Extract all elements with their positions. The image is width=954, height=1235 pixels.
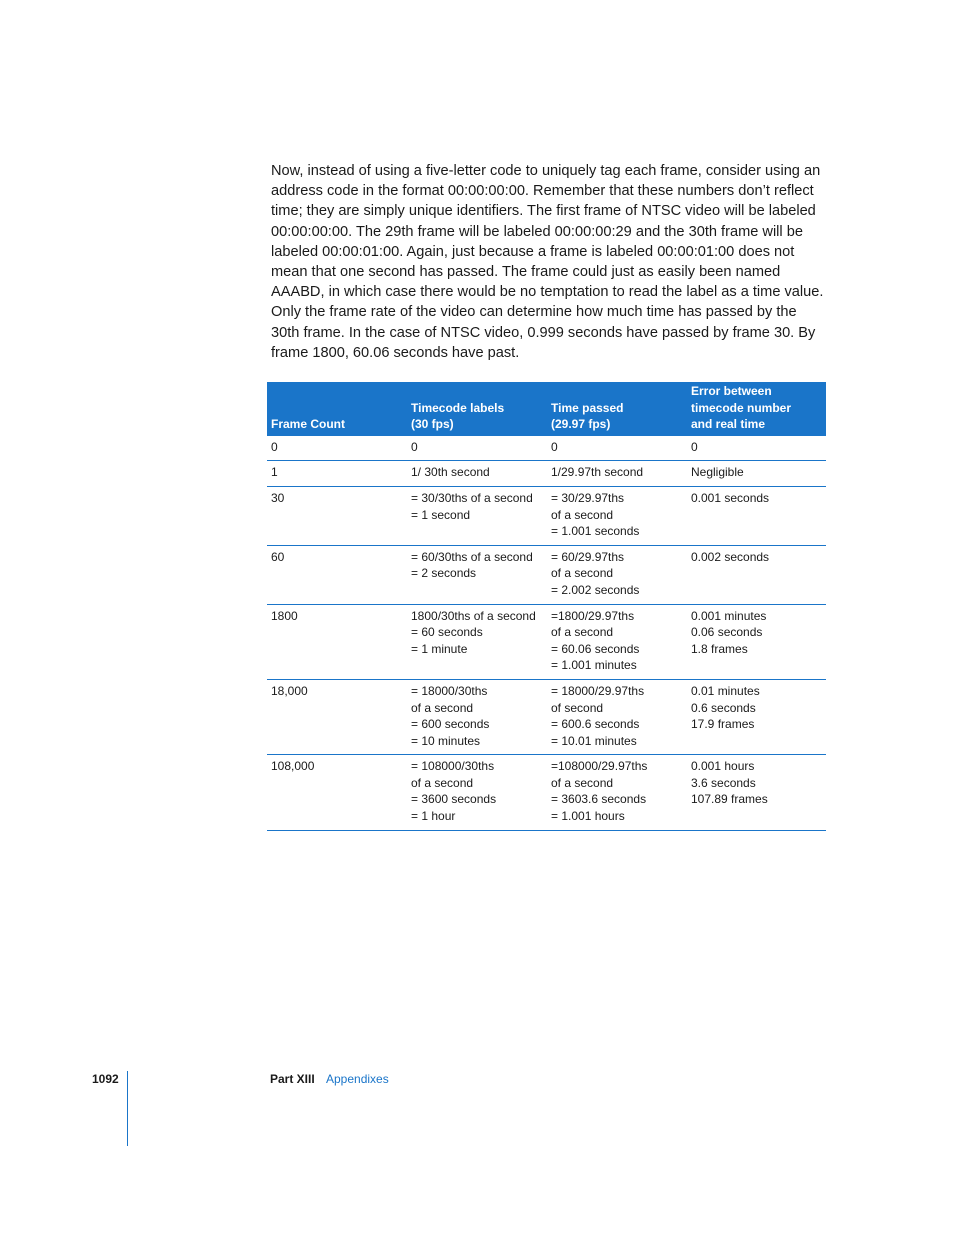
cell-line: = 600.6 seconds: [551, 717, 640, 732]
table-row: [267, 679, 826, 754]
column-header-line: (30 fps): [411, 417, 454, 432]
cell-line: = 2.002 seconds: [551, 582, 640, 597]
page-number: 1092: [92, 1072, 119, 1086]
table-cell: [687, 461, 826, 487]
cell-line: = 108000/30ths: [411, 759, 495, 774]
table-cell: [407, 545, 547, 604]
column-header-line: timecode number: [691, 400, 792, 415]
footer-section-link[interactable]: Appendixes: [326, 1072, 389, 1086]
table-cell: [267, 679, 407, 754]
column-header: [407, 382, 547, 436]
cell-line: 1/ 30th second: [411, 465, 490, 480]
column-header-line: (29.97 fps): [551, 417, 611, 432]
cell-line: = 60.06 seconds: [551, 641, 640, 656]
cell-line: of second: [551, 700, 604, 715]
footer-rule: [127, 1071, 128, 1146]
cell-line: of a second: [551, 775, 614, 790]
cell-line: 0.001 hours: [691, 759, 755, 774]
body-paragraph: Now, instead of using a five-letter code to uniquely tag each frame, consider using an address code in the format 00:00:00:00. Remember that these numbers don’t reflect time; they are simply unique identifiers. The first frame of NTSC video will be labeled 00:00:00:00. The 29th frame will be labeled 00:00:00:29 and the 30th frame will be labeled 00:00:01:00. Again, just because a frame is labeled 00:00:01:00 does not mean that one second has passed. The frame could just as easily been named AAABD, in which case there would be no temptation to read the label as a time value. Only the frame rate of the video can determine how much time has passed by the 30th frame. In the case of NTSC video, 0.999 seconds have passed by frame 30. By frame 1800, 60.06 seconds have past.: [271, 163, 824, 361]
table-row: [267, 755, 826, 830]
cell-line: = 60/29.97ths: [551, 549, 625, 564]
cell-line: Negligible: [691, 465, 744, 480]
cell-line: 3.6 seconds: [691, 775, 756, 790]
cell-line: = 1.001 hours: [551, 809, 625, 824]
cell-line: 60: [271, 549, 285, 564]
cell-line: of a second: [411, 700, 474, 715]
cell-line: = 1 second: [411, 507, 471, 522]
table-row: [267, 461, 826, 487]
table-cell: [267, 545, 407, 604]
table-cell: [687, 679, 826, 754]
cell-line: = 10.01 minutes: [551, 733, 637, 748]
cell-line: = 1 hour: [411, 809, 456, 824]
cell-line: 1.8 frames: [691, 641, 748, 656]
cell-line: 0: [551, 439, 558, 454]
cell-line: = 3603.6 seconds: [551, 792, 647, 807]
table-cell: [407, 486, 547, 545]
cell-line: = 30/30ths of a second: [411, 490, 533, 505]
column-header-line: Time passed: [551, 400, 624, 415]
table-cell: [407, 436, 547, 461]
table-cell: [687, 755, 826, 830]
cell-line: 1800/30ths of a second: [411, 608, 536, 623]
cell-line: = 3600 seconds: [411, 792, 497, 807]
table-row: [267, 436, 826, 461]
cell-line: = 60 seconds: [411, 625, 483, 640]
cell-line: = 60/30ths of a second: [411, 549, 533, 564]
table-cell: [267, 604, 407, 679]
cell-line: 0.001 seconds: [691, 490, 770, 505]
footer-part-label: Part XIII: [270, 1072, 315, 1086]
table-cell: [267, 755, 407, 830]
table-cell: [547, 545, 687, 604]
table-cell: [547, 486, 687, 545]
column-header-line: Timecode labels: [411, 400, 505, 415]
cell-line: =1800/29.97ths: [551, 608, 635, 623]
table-cell: [547, 461, 687, 487]
table-row: [267, 604, 826, 679]
cell-line: = 1.001 seconds: [551, 524, 640, 539]
cell-line: = 18000/30ths: [411, 683, 488, 698]
cell-line: of a second: [551, 566, 614, 581]
table-cell: [267, 486, 407, 545]
column-header: [687, 382, 826, 436]
table-cell: [547, 604, 687, 679]
table-cell: [407, 461, 547, 487]
cell-line: of a second: [411, 775, 474, 790]
column-header: [547, 382, 687, 436]
table-cell: [547, 679, 687, 754]
cell-line: = 30/29.97ths: [551, 490, 625, 505]
table-cell: [267, 436, 407, 461]
table-body: [267, 436, 826, 830]
cell-line: = 1.001 minutes: [551, 658, 637, 673]
cell-line: = 2 seconds: [411, 566, 477, 581]
cell-line: 0.01 minutes: [691, 683, 760, 698]
cell-line: 0: [691, 439, 698, 454]
table-cell: [687, 604, 826, 679]
cell-line: 30: [271, 490, 285, 505]
column-header-line: Frame Count: [271, 417, 346, 432]
column-header-line: and real time: [691, 417, 766, 432]
table-cell: [687, 436, 826, 461]
cell-line: 0.06 seconds: [691, 625, 763, 640]
cell-line: of a second: [551, 507, 614, 522]
cell-line: 0: [411, 439, 418, 454]
cell-line: 0.6 seconds: [691, 700, 756, 715]
cell-line: 1: [271, 465, 278, 480]
table-header: [267, 382, 826, 436]
cell-line: of a second: [551, 625, 614, 640]
table-cell: [267, 461, 407, 487]
cell-line: 0: [271, 439, 278, 454]
table-cell: [687, 486, 826, 545]
cell-line: 17.9 frames: [691, 717, 755, 732]
cell-line: = 1 minute: [411, 641, 468, 656]
table-cell: [407, 679, 547, 754]
cell-line: = 600 seconds: [411, 717, 490, 732]
cell-line: = 18000/29.97ths: [551, 683, 645, 698]
table-cell: [547, 436, 687, 461]
cell-line: 18,000: [271, 683, 308, 698]
table-cell: [407, 604, 547, 679]
timecode-table: [267, 382, 826, 831]
table-row: [267, 486, 826, 545]
table-cell: [407, 755, 547, 830]
table-cell: [687, 545, 826, 604]
column-header: [267, 382, 407, 436]
cell-line: =108000/29.97ths: [551, 759, 648, 774]
cell-line: 1800: [271, 608, 298, 623]
cell-line: 0.001 minutes: [691, 608, 767, 623]
cell-line: 0.002 seconds: [691, 549, 770, 564]
column-header-line: Error between: [691, 384, 772, 398]
header-row: [267, 382, 826, 436]
cell-line: = 10 minutes: [411, 733, 481, 748]
table-row: [267, 545, 826, 604]
cell-line: 108,000: [271, 759, 315, 774]
cell-line: 1/29.97th second: [551, 465, 644, 480]
table-cell: [547, 755, 687, 830]
cell-line: 107.89 frames: [691, 792, 768, 807]
